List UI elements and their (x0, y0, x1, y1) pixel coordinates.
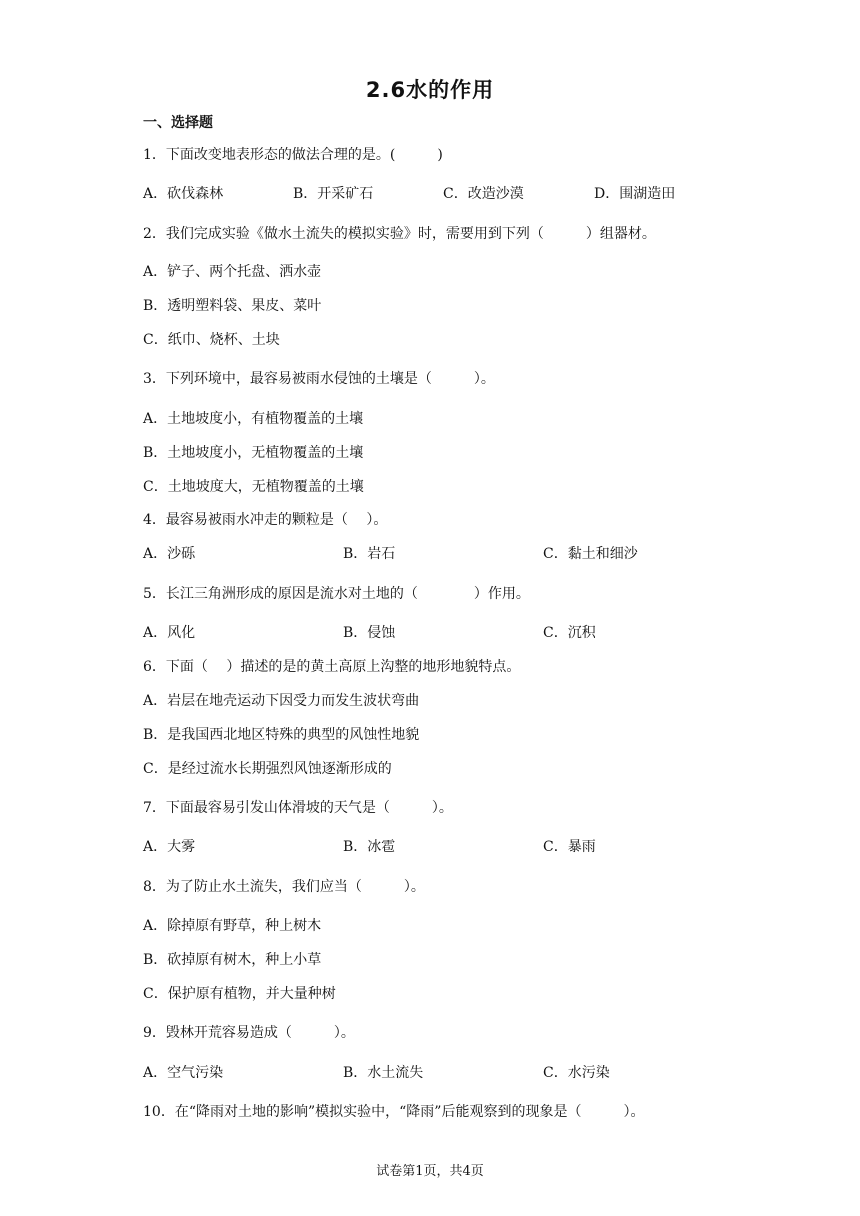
question-3-option-a: A．土地坡度小，有植物覆盖的土壤 (143, 411, 364, 427)
question-9-option-a: A．空气污染 (143, 1065, 224, 1081)
question-1-stem: 1．下面改变地表形态的做法合理的是。( ) (143, 147, 443, 163)
question-1-option-c: C．改造沙漠 (443, 186, 524, 202)
question-6-option-a: A．岩层在地壳运动下因受力而发生波状弯曲 (143, 693, 420, 709)
page-title: 2.6水的作用 (365, 78, 495, 102)
question-2-option-a: A．铲子、两个托盘、洒水壶 (143, 264, 322, 280)
section-heading: 一、选择题 (143, 115, 213, 131)
question-1-option-d: D．围湖造田 (594, 186, 676, 202)
question-9-stem: 9．毁林开荒容易造成（ ）。 (143, 1025, 355, 1041)
question-5-stem: 5．长江三角洲形成的原因是流水对土地的（ ）作用。 (143, 586, 530, 602)
question-8-option-b: B．砍掉原有树木，种上小草 (143, 952, 322, 968)
question-3-option-c: C．土地坡度大，无植物覆盖的土壤 (143, 479, 364, 495)
question-1-option-b: B．开采矿石 (293, 186, 374, 202)
question-9-option-c: C．水污染 (543, 1065, 610, 1081)
question-2-stem: 2．我们完成实验《做水土流失的模拟实验》时，需要用到下列（ ）组器材。 (143, 226, 656, 242)
question-4-option-a: A．沙砾 (143, 546, 196, 562)
question-7-option-b: B．冰雹 (343, 839, 396, 855)
question-6-option-c: C．是经过流水长期强烈风蚀逐渐形成的 (143, 761, 392, 777)
question-4-option-c: C．黏土和细沙 (543, 546, 638, 562)
question-10-stem: 10．在“降雨对土地的影响”模拟实验中，“降雨”后能观察到的现象是（ ）。 (143, 1104, 645, 1120)
question-5-option-a: A．风化 (143, 625, 196, 641)
question-3-stem: 3．下列环境中，最容易被雨水侵蚀的土壤是（ ）。 (143, 371, 495, 387)
question-1-option-a: A．砍伐森林 (143, 186, 224, 202)
question-7-option-c: C．暴雨 (543, 839, 596, 855)
question-4-stem: 4．最容易被雨水冲走的颗粒是（ ）。 (143, 512, 388, 528)
question-4-option-b: B．岩石 (343, 546, 396, 562)
question-8-option-c: C．保护原有植物，并大量种树 (143, 986, 336, 1002)
question-9-option-b: B．水土流失 (343, 1065, 424, 1081)
question-7-option-a: A．大雾 (143, 839, 196, 855)
question-5-option-c: C．沉积 (543, 625, 596, 641)
question-5-option-b: B．侵蚀 (343, 625, 396, 641)
question-2-option-c: C．纸巾、烧杯、土块 (143, 332, 280, 348)
page-footer: 试卷第1页，共4页 (376, 1164, 484, 1179)
question-3-option-b: B．土地坡度小，无植物覆盖的土壤 (143, 445, 364, 461)
question-8-option-a: A．除掉原有野草，种上树木 (143, 918, 322, 934)
question-6-option-b: B．是我国西北地区特殊的典型的风蚀性地貌 (143, 727, 420, 743)
question-8-stem: 8．为了防止水土流失，我们应当（ ）。 (143, 879, 425, 895)
question-7-stem: 7．下面最容易引发山体滑坡的天气是（ ）。 (143, 800, 453, 816)
question-6-stem: 6．下面（ ）描述的是的黄土高原上沟整的地形地貌特点。 (143, 659, 521, 675)
question-2-option-b: B．透明塑料袋、果皮、菜叶 (143, 298, 322, 314)
